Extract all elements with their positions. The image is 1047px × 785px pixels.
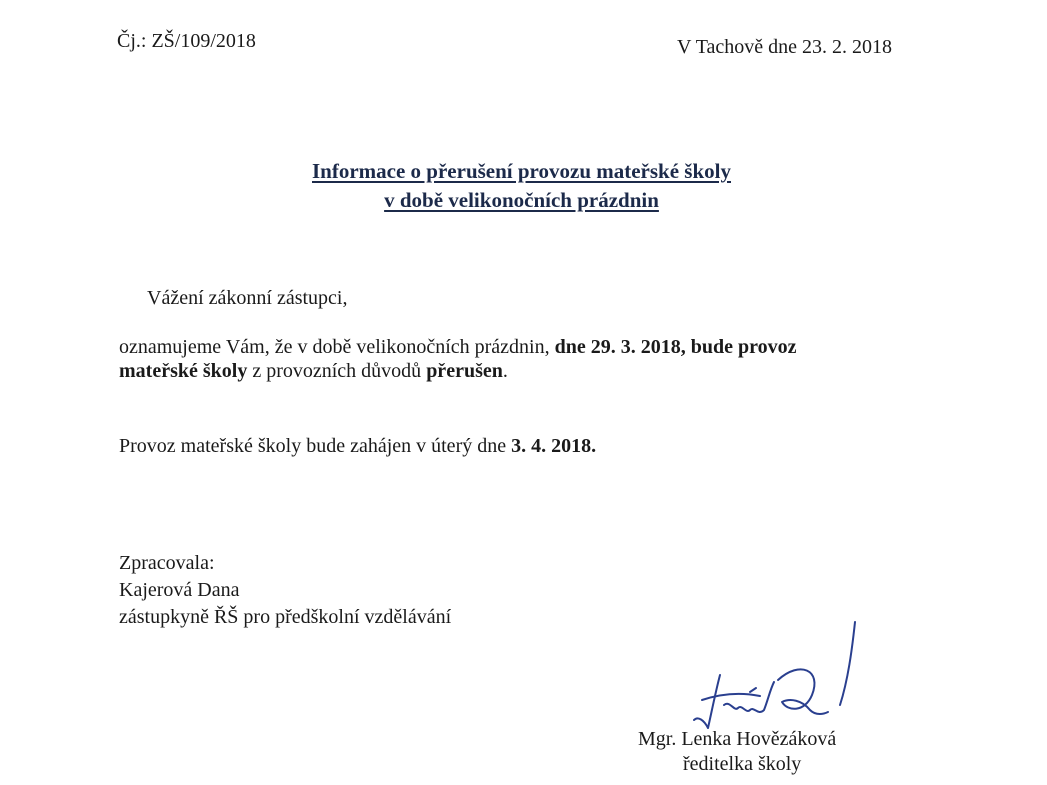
- paragraph-1-line-1: [119, 335, 797, 359]
- place-date: V Tachově dne 23. 2. 2018: [677, 36, 893, 58]
- paragraph-1-text-a: oznamujeme Vám, že v době velikonočních prázdnin,: [119, 336, 555, 358]
- processed-by-label: Zpracovala:: [119, 552, 215, 574]
- document-title-line-1: [0, 157, 1045, 185]
- document-title-line-2: [0, 186, 1045, 214]
- paragraph-1-text-b: z provozních důvodů: [247, 360, 427, 382]
- paragraph-1-line-2: [119, 359, 508, 383]
- handwritten-signature: [690, 620, 880, 740]
- reference-number: Čj.: ZŠ/109/2018: [117, 30, 256, 52]
- paragraph-1-kindergarten: mateřské školy: [119, 360, 248, 382]
- signatory-name: Mgr. Lenka Hovězáková: [638, 728, 837, 750]
- paragraph-2-text: Provoz mateřské školy bude zahájen v úterý dne: [119, 435, 512, 457]
- salutation: Vážení zákonní zástupci,: [147, 287, 348, 309]
- paragraph-2: [119, 434, 596, 458]
- paragraph-1-period: .: [502, 360, 508, 382]
- signatory-role: ředitelka školy: [683, 753, 802, 775]
- paragraph-1-closure-date: dne 29. 3. 2018, bude provoz: [554, 336, 797, 358]
- title-line-2-text: v době velikonočních prázdnin: [384, 188, 659, 212]
- paragraph-2-reopen-date: 3. 4. 2018.: [511, 435, 597, 457]
- paragraph-1-interrupted: přerušen: [426, 360, 503, 382]
- processed-by-name: Kajerová Dana: [119, 579, 240, 601]
- title-line-1-text: Informace o přerušení provozu mateřské školy: [312, 159, 731, 183]
- processed-by-role: zástupkyně ŘŠ pro předškolní vzdělávání: [119, 606, 452, 628]
